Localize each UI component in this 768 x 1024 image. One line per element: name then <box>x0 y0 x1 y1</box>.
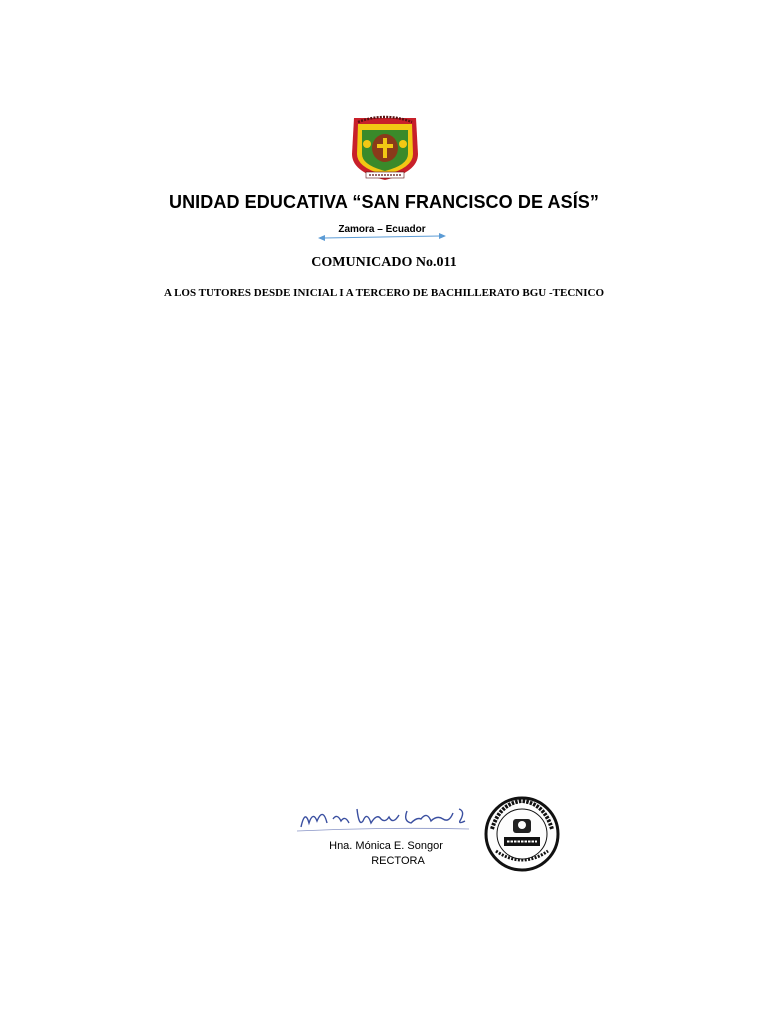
rectorado-stamp-icon <box>480 795 565 873</box>
handwritten-signature-icon <box>293 797 473 837</box>
communique-recipients: A LOS TUTORES DESDE INICIAL I A TERCERO DE BACHILLERATO BGU -TECNICO <box>163 287 605 299</box>
school-name: UNIDAD EDUCATIVA “SAN FRANCISCO DE ASÍS” <box>168 192 599 212</box>
communique-title: COMUNICADO No.011 <box>311 255 457 270</box>
signer-name: Hna. Mónica E. Songor <box>329 840 443 852</box>
location-block <box>318 224 446 246</box>
location-text: Zamora – Ecuador <box>338 224 426 235</box>
double-arrow-icon <box>318 233 446 243</box>
signer-role: RECTORA <box>371 855 425 867</box>
school-crest-icon <box>340 114 430 182</box>
